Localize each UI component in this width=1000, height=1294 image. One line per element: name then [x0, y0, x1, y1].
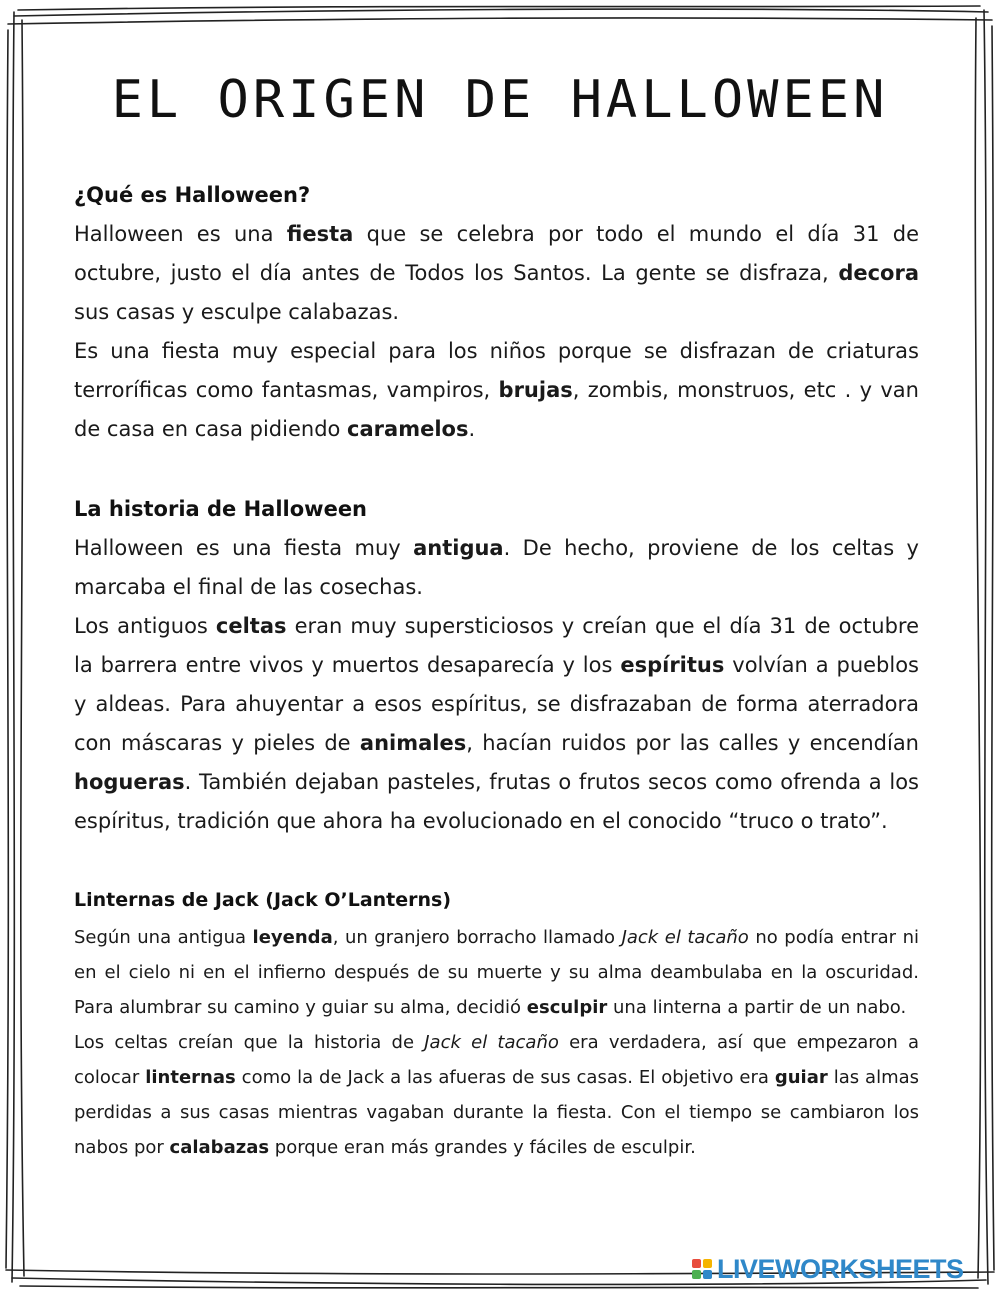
- logo-cube: [703, 1270, 712, 1279]
- paragraph: Los celtas creían que la historia de Jack el tacaño era verdadera, así que empezaron a colocar linternas como la de Jack a las afueras de sus casas. El objetivo era guiar las almas perdidas a sus casas mientras vagaban durante la fiesta. Con el tiempo se cambiaron los nabos por calabazas porque eran más grandes y fáciles de esculpir.: [74, 1032, 920, 1158]
- paragraph: Según una antigua leyenda, un granjero borracho llamado Jack el tacaño no podía entrar ni en el cielo ni en el infierno después de su muerte y su alma deambulaba en la oscuridad. Para alumbrar su camino y guiar su alma, decidió esculpir una linterna a partir de un nabo.: [74, 927, 920, 1018]
- paragraph: Halloween es una fiesta que se celebra por todo el mundo el día 31 de octubre, justo el día antes de Todos los Santos. La gente se disfraza, decora sus casas y esculpe calabazas.: [74, 222, 919, 324]
- section-jack-o-lanterns: [74, 880, 919, 1165]
- logo-cube: [692, 1259, 701, 1268]
- section-heading: Linternas de Jack (Jack O’Lanterns): [74, 889, 452, 911]
- paragraph: Es una fiesta muy especial para los niños porque se disfrazan de criaturas terroríficas como fantasmas, vampiros, brujas, zombis, monstruos, etc . y van de casa en casa pidiendo caramelos.: [74, 339, 919, 441]
- section-heading: ¿Qué es Halloween?: [74, 183, 311, 207]
- liveworksheets-brand[interactable]: [692, 1253, 964, 1285]
- section-heading: La historia de Halloween: [74, 497, 368, 521]
- section-history-of-halloween: [74, 490, 919, 841]
- brand-text: LIVEWORKSHEETS: [717, 1253, 964, 1284]
- paragraph: Halloween es una fiesta muy antigua. De hecho, proviene de los celtas y marcaba el final de las cosechas.: [74, 536, 919, 599]
- page-title: EL ORIGEN DE HALLOWEEN: [111, 70, 889, 130]
- paragraph: Los antiguos celtas eran muy supersticiosos y creían que el día 31 de octubre la barrera entre vivos y muertos desaparecía y los espíritus volvían a pueblos y aldeas. Para ahuyentar a esos espíritus, se disfrazaban de forma aterradora con máscaras y pieles de animales, hacían ruidos por las calles y encendían hogueras. También dejaban pasteles, frutas o frutos secos como ofrenda a los espíritus, tradición que ahora ha evolucionado en el conocido “truco o trato”.: [74, 614, 919, 833]
- liveworksheets-logo-icon: [692, 1259, 712, 1279]
- section-what-is-halloween: [74, 176, 919, 449]
- logo-cube: [703, 1259, 712, 1268]
- logo-cube: [692, 1270, 701, 1279]
